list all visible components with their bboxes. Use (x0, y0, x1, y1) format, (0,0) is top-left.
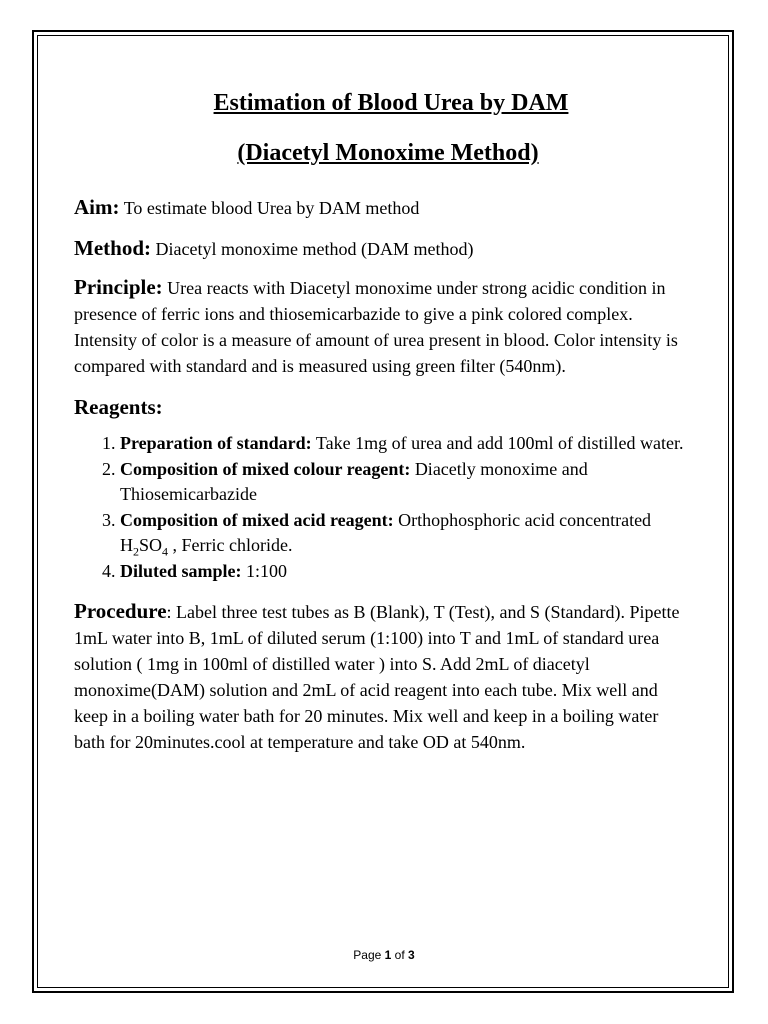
list-item (120, 559, 684, 585)
principle-label: Principle: (74, 275, 163, 299)
list-item (120, 457, 684, 508)
principle-text: Urea reacts with Diacetyl monoxime under strong acidic condition in presence of ferric ions and thiosemicarbazide to give a pink colored complex. Intensity of color is a measure of amount of urea present in blood. Color intensity is compared with standard and is measured using green filter (540nm). (74, 278, 678, 376)
title-line-2: (Diacetyl Monoxime Method) (237, 140, 539, 166)
reagent-text: 1:100 (246, 560, 288, 581)
footer-total-pages: 3 (408, 948, 415, 962)
footer-page-word: Page (353, 948, 382, 962)
aim-label: Aim: (74, 195, 120, 219)
subscript: 4 (162, 544, 169, 559)
procedure-text: : Label three test tubes as B (Blank), T (Test), and S (Standard). Pipette 1mL water into B, 1mL of diluted serum (1:100) into T and 1mL of standard urea solution ( 1mg in 100ml of distilled water ) into S. Add 2mL of diacetyl monoxime(DAM) solution and 2mL of acid reagent into each tube. Mix well and keep in a boiling water bath for 20 minutes. Mix well and keep in a boiling water bath for 20minutes.cool at temperature and take OD at 540nm. (74, 602, 680, 752)
footer-of-word: of (394, 948, 405, 962)
reagent-text: Orthophosphoric acid concentrated H (120, 509, 652, 555)
method-section (74, 235, 684, 262)
document-page (74, 88, 684, 755)
title-line-1: Estimation of Blood Urea by DAM (213, 90, 569, 116)
list-item (120, 431, 684, 457)
reagent-text: , Ferric chloride. (168, 535, 293, 555)
aim-text: To estimate blood Urea by DAM method (123, 198, 420, 218)
method-label: Method: (74, 236, 151, 260)
aim-section (74, 194, 684, 221)
method-text: Diacetyl monoxime method (DAM method) (155, 239, 474, 259)
reagents-heading: Reagents: (74, 395, 163, 419)
reagent-text: Diacetly monoxime and Thiosemicarbazide (120, 458, 588, 504)
list-item (120, 508, 684, 559)
procedure-label: Procedure (74, 599, 167, 623)
footer-current-page: 1 (384, 948, 392, 962)
subscript: 2 (133, 544, 139, 559)
procedure-section (74, 598, 684, 755)
reagent-label: Preparation of standard: (120, 433, 312, 453)
reagent-label: Diluted sample: (120, 560, 242, 581)
reagent-text: Take 1mg of urea and add 100ml of distilled water. (315, 433, 684, 453)
principle-section (74, 274, 684, 379)
reagent-label: Composition of mixed acid reagent: (120, 509, 394, 530)
reagents-list (74, 431, 684, 584)
reagent-text: SO (139, 535, 163, 555)
reagent-label: Composition of mixed colour reagent: (120, 458, 411, 479)
page-footer (0, 948, 768, 962)
